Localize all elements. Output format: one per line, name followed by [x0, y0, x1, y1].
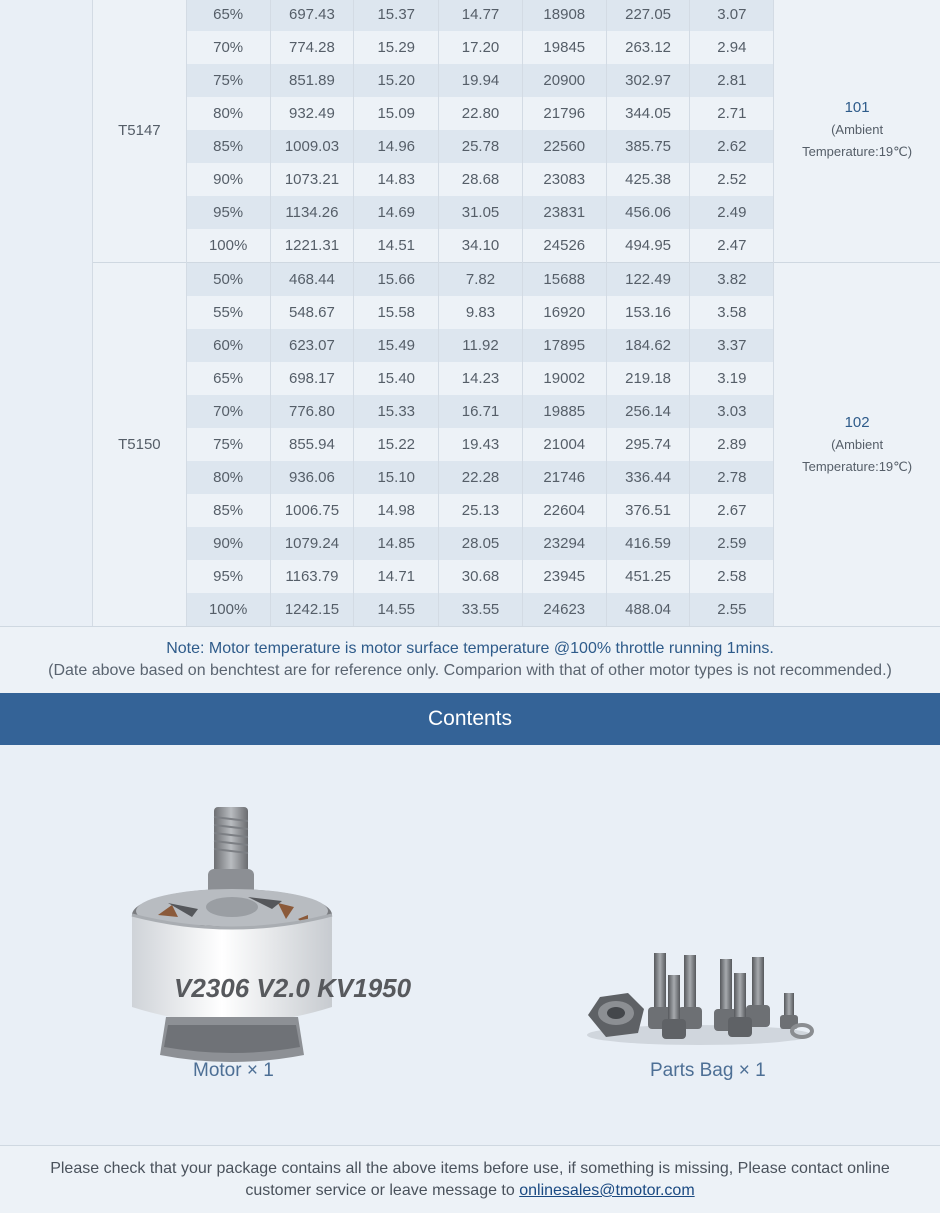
contents-area [0, 745, 940, 1145]
table-cell: 15.10 [354, 461, 439, 494]
table-cell: 153.16 [606, 296, 690, 329]
table-cell: 15.09 [354, 97, 439, 130]
table-cell: 25.13 [439, 494, 523, 527]
table-cell: 184.62 [606, 329, 690, 362]
note-area [0, 626, 940, 694]
table-cell: 50% [186, 263, 270, 297]
reference-disclaimer: (Date above based on benchtest are for reference only. Comparion with that of other motor types is not recommended.) [0, 662, 940, 680]
table-cell: 11.92 [439, 329, 523, 362]
table-cell: 219.18 [606, 362, 690, 395]
table-cell: 2.52 [690, 163, 774, 196]
table-cell: 17895 [522, 329, 606, 362]
table-cell: 1009.03 [270, 130, 354, 163]
table-cell: 90% [186, 163, 270, 196]
table-cell: 14.71 [354, 560, 439, 593]
table-cell: 85% [186, 130, 270, 163]
table-cell: 256.14 [606, 395, 690, 428]
table-cell: 15.40 [354, 362, 439, 395]
table-cell: 14.23 [439, 362, 523, 395]
support-email-link[interactable]: onlinesales@tmotor.com [519, 1182, 694, 1199]
table-cell: 1134.26 [270, 196, 354, 229]
ambient-temperature: Temperature:19℃) [774, 456, 940, 478]
table-cell: 385.75 [606, 130, 690, 163]
table-cell: 3.58 [690, 296, 774, 329]
operating-temperature-cell [774, 0, 940, 263]
table-cell: 15688 [522, 263, 606, 297]
table-cell: 1242.15 [270, 593, 354, 626]
package-check-text: Please check that your package contains all the above items before use, if something is missing, Please contact online customer service or leave message to [50, 1160, 890, 1199]
temperature-note: Note: Motor temperature is motor surface temperature @100% throttle running 1mins. [0, 640, 940, 658]
table-cell: 2.49 [690, 196, 774, 229]
table-cell: 33.55 [439, 593, 523, 626]
table-cell: 468.44 [270, 263, 354, 297]
table-cell: 23294 [522, 527, 606, 560]
table-cell: 3.37 [690, 329, 774, 362]
table-cell: 23083 [522, 163, 606, 196]
table-cell: 21746 [522, 461, 606, 494]
table-cell: 698.17 [270, 362, 354, 395]
table-cell: 14.77 [439, 0, 523, 31]
package-check-footer [0, 1145, 940, 1213]
table-cell: 2.47 [690, 229, 774, 263]
table-cell: 2.62 [690, 130, 774, 163]
table-cell: 376.51 [606, 494, 690, 527]
table-cell: 65% [186, 362, 270, 395]
table-cell: 95% [186, 560, 270, 593]
performance-table-body [93, 0, 940, 626]
table-cell: 70% [186, 31, 270, 64]
temperature-value: 102 [774, 412, 940, 434]
table-cell: 774.28 [270, 31, 354, 64]
table-cell: 16920 [522, 296, 606, 329]
table-cell: 14.85 [354, 527, 439, 560]
table-cell: 22604 [522, 494, 606, 527]
table-cell: 30.68 [439, 560, 523, 593]
table-cell: 3.07 [690, 0, 774, 31]
table-cell: 21004 [522, 428, 606, 461]
table-cell: 28.68 [439, 163, 523, 196]
table-cell: 100% [186, 593, 270, 626]
table-cell: 19.43 [439, 428, 523, 461]
table-cell: 70% [186, 395, 270, 428]
table-cell: 23831 [522, 196, 606, 229]
table-cell: 776.80 [270, 395, 354, 428]
table-cell: 80% [186, 461, 270, 494]
table-cell: 1221.31 [270, 229, 354, 263]
table-cell: 7.82 [439, 263, 523, 297]
table-cell: 548.67 [270, 296, 354, 329]
table-cell: 55% [186, 296, 270, 329]
table-cell: 344.05 [606, 97, 690, 130]
table-cell: 85% [186, 494, 270, 527]
table-cell: 16.71 [439, 395, 523, 428]
ambient-label: (Ambient [774, 119, 940, 141]
table-cell: 14.96 [354, 130, 439, 163]
table-cell: 60% [186, 329, 270, 362]
performance-table [92, 0, 940, 626]
table-cell: 23945 [522, 560, 606, 593]
table-cell: 3.82 [690, 263, 774, 297]
table-cell: 2.78 [690, 461, 774, 494]
table-row [93, 0, 940, 31]
table-cell: 100% [186, 229, 270, 263]
footer-text-wrap [30, 1158, 910, 1202]
table-cell: 19.94 [439, 64, 523, 97]
table-cell: 122.49 [606, 263, 690, 297]
table-cell: 494.95 [606, 229, 690, 263]
table-cell: 425.38 [606, 163, 690, 196]
table-cell: 95% [186, 196, 270, 229]
table-cell: 14.51 [354, 229, 439, 263]
table-cell: 24526 [522, 229, 606, 263]
ambient-temperature: Temperature:19℃) [774, 141, 940, 163]
ambient-label: (Ambient [774, 434, 940, 456]
table-cell: 15.58 [354, 296, 439, 329]
table-cell: 697.43 [270, 0, 354, 31]
table-cell: 14.55 [354, 593, 439, 626]
table-cell: 3.19 [690, 362, 774, 395]
table-cell: 24623 [522, 593, 606, 626]
table-cell: 2.59 [690, 527, 774, 560]
table-cell: 14.69 [354, 196, 439, 229]
table-cell: 623.07 [270, 329, 354, 362]
motor-image [128, 807, 348, 1067]
table-cell: 19885 [522, 395, 606, 428]
table-cell: 488.04 [606, 593, 690, 626]
table-cell: 28.05 [439, 527, 523, 560]
table-cell: 1163.79 [270, 560, 354, 593]
table-cell: 90% [186, 527, 270, 560]
contents-heading: Contents [0, 693, 940, 745]
motor-caption: Motor × 1 [193, 1060, 274, 1082]
table-cell: 19845 [522, 31, 606, 64]
table-cell: 302.97 [606, 64, 690, 97]
parts-bag-caption: Parts Bag × 1 [650, 1060, 766, 1082]
table-cell: 75% [186, 64, 270, 97]
table-cell: 19002 [522, 362, 606, 395]
propeller-cell: T5147 [93, 0, 187, 263]
table-cell: 2.71 [690, 97, 774, 130]
table-cell: 416.59 [606, 527, 690, 560]
table-cell: 456.06 [606, 196, 690, 229]
table-cell: 15.29 [354, 31, 439, 64]
table-cell: 2.81 [690, 64, 774, 97]
table-cell: 1079.24 [270, 527, 354, 560]
table-cell: 2.89 [690, 428, 774, 461]
table-row [93, 263, 940, 297]
table-cell: 3.03 [690, 395, 774, 428]
table-cell: 2.58 [690, 560, 774, 593]
table-cell: 336.44 [606, 461, 690, 494]
table-cell: 14.98 [354, 494, 439, 527]
operating-temperature-cell [774, 263, 940, 627]
table-cell: 2.55 [690, 593, 774, 626]
table-cell: 80% [186, 97, 270, 130]
table-cell: 2.94 [690, 31, 774, 64]
table-cell: 227.05 [606, 0, 690, 31]
table-cell: 15.37 [354, 0, 439, 31]
table-cell: 31.05 [439, 196, 523, 229]
table-cell: 65% [186, 0, 270, 31]
table-cell: 936.06 [270, 461, 354, 494]
motor-label-text: V2306 V2.0 KV1950 [174, 973, 412, 1003]
table-cell: 22560 [522, 130, 606, 163]
table-cell: 932.49 [270, 97, 354, 130]
table-cell: 851.89 [270, 64, 354, 97]
parts-bag-image [584, 949, 814, 1059]
table-cell: 15.22 [354, 428, 439, 461]
table-cell: 17.20 [439, 31, 523, 64]
table-cell: 22.80 [439, 97, 523, 130]
table-cell: 15.33 [354, 395, 439, 428]
table-cell: 20900 [522, 64, 606, 97]
table-cell: 14.83 [354, 163, 439, 196]
table-cell: 21796 [522, 97, 606, 130]
table-cell: 15.49 [354, 329, 439, 362]
table-cell: 451.25 [606, 560, 690, 593]
table-cell: 75% [186, 428, 270, 461]
table-cell: 1006.75 [270, 494, 354, 527]
propeller-cell: T5150 [93, 263, 187, 627]
temperature-value: 101 [774, 97, 940, 119]
table-cell: 1073.21 [270, 163, 354, 196]
table-cell: 855.94 [270, 428, 354, 461]
table-cell: 9.83 [439, 296, 523, 329]
table-cell: 15.20 [354, 64, 439, 97]
table-cell: 22.28 [439, 461, 523, 494]
table-cell: 295.74 [606, 428, 690, 461]
table-cell: 34.10 [439, 229, 523, 263]
table-cell: 15.66 [354, 263, 439, 297]
table-cell: 2.67 [690, 494, 774, 527]
table-cell: 263.12 [606, 31, 690, 64]
table-cell: 18908 [522, 0, 606, 31]
table-cell: 25.78 [439, 130, 523, 163]
